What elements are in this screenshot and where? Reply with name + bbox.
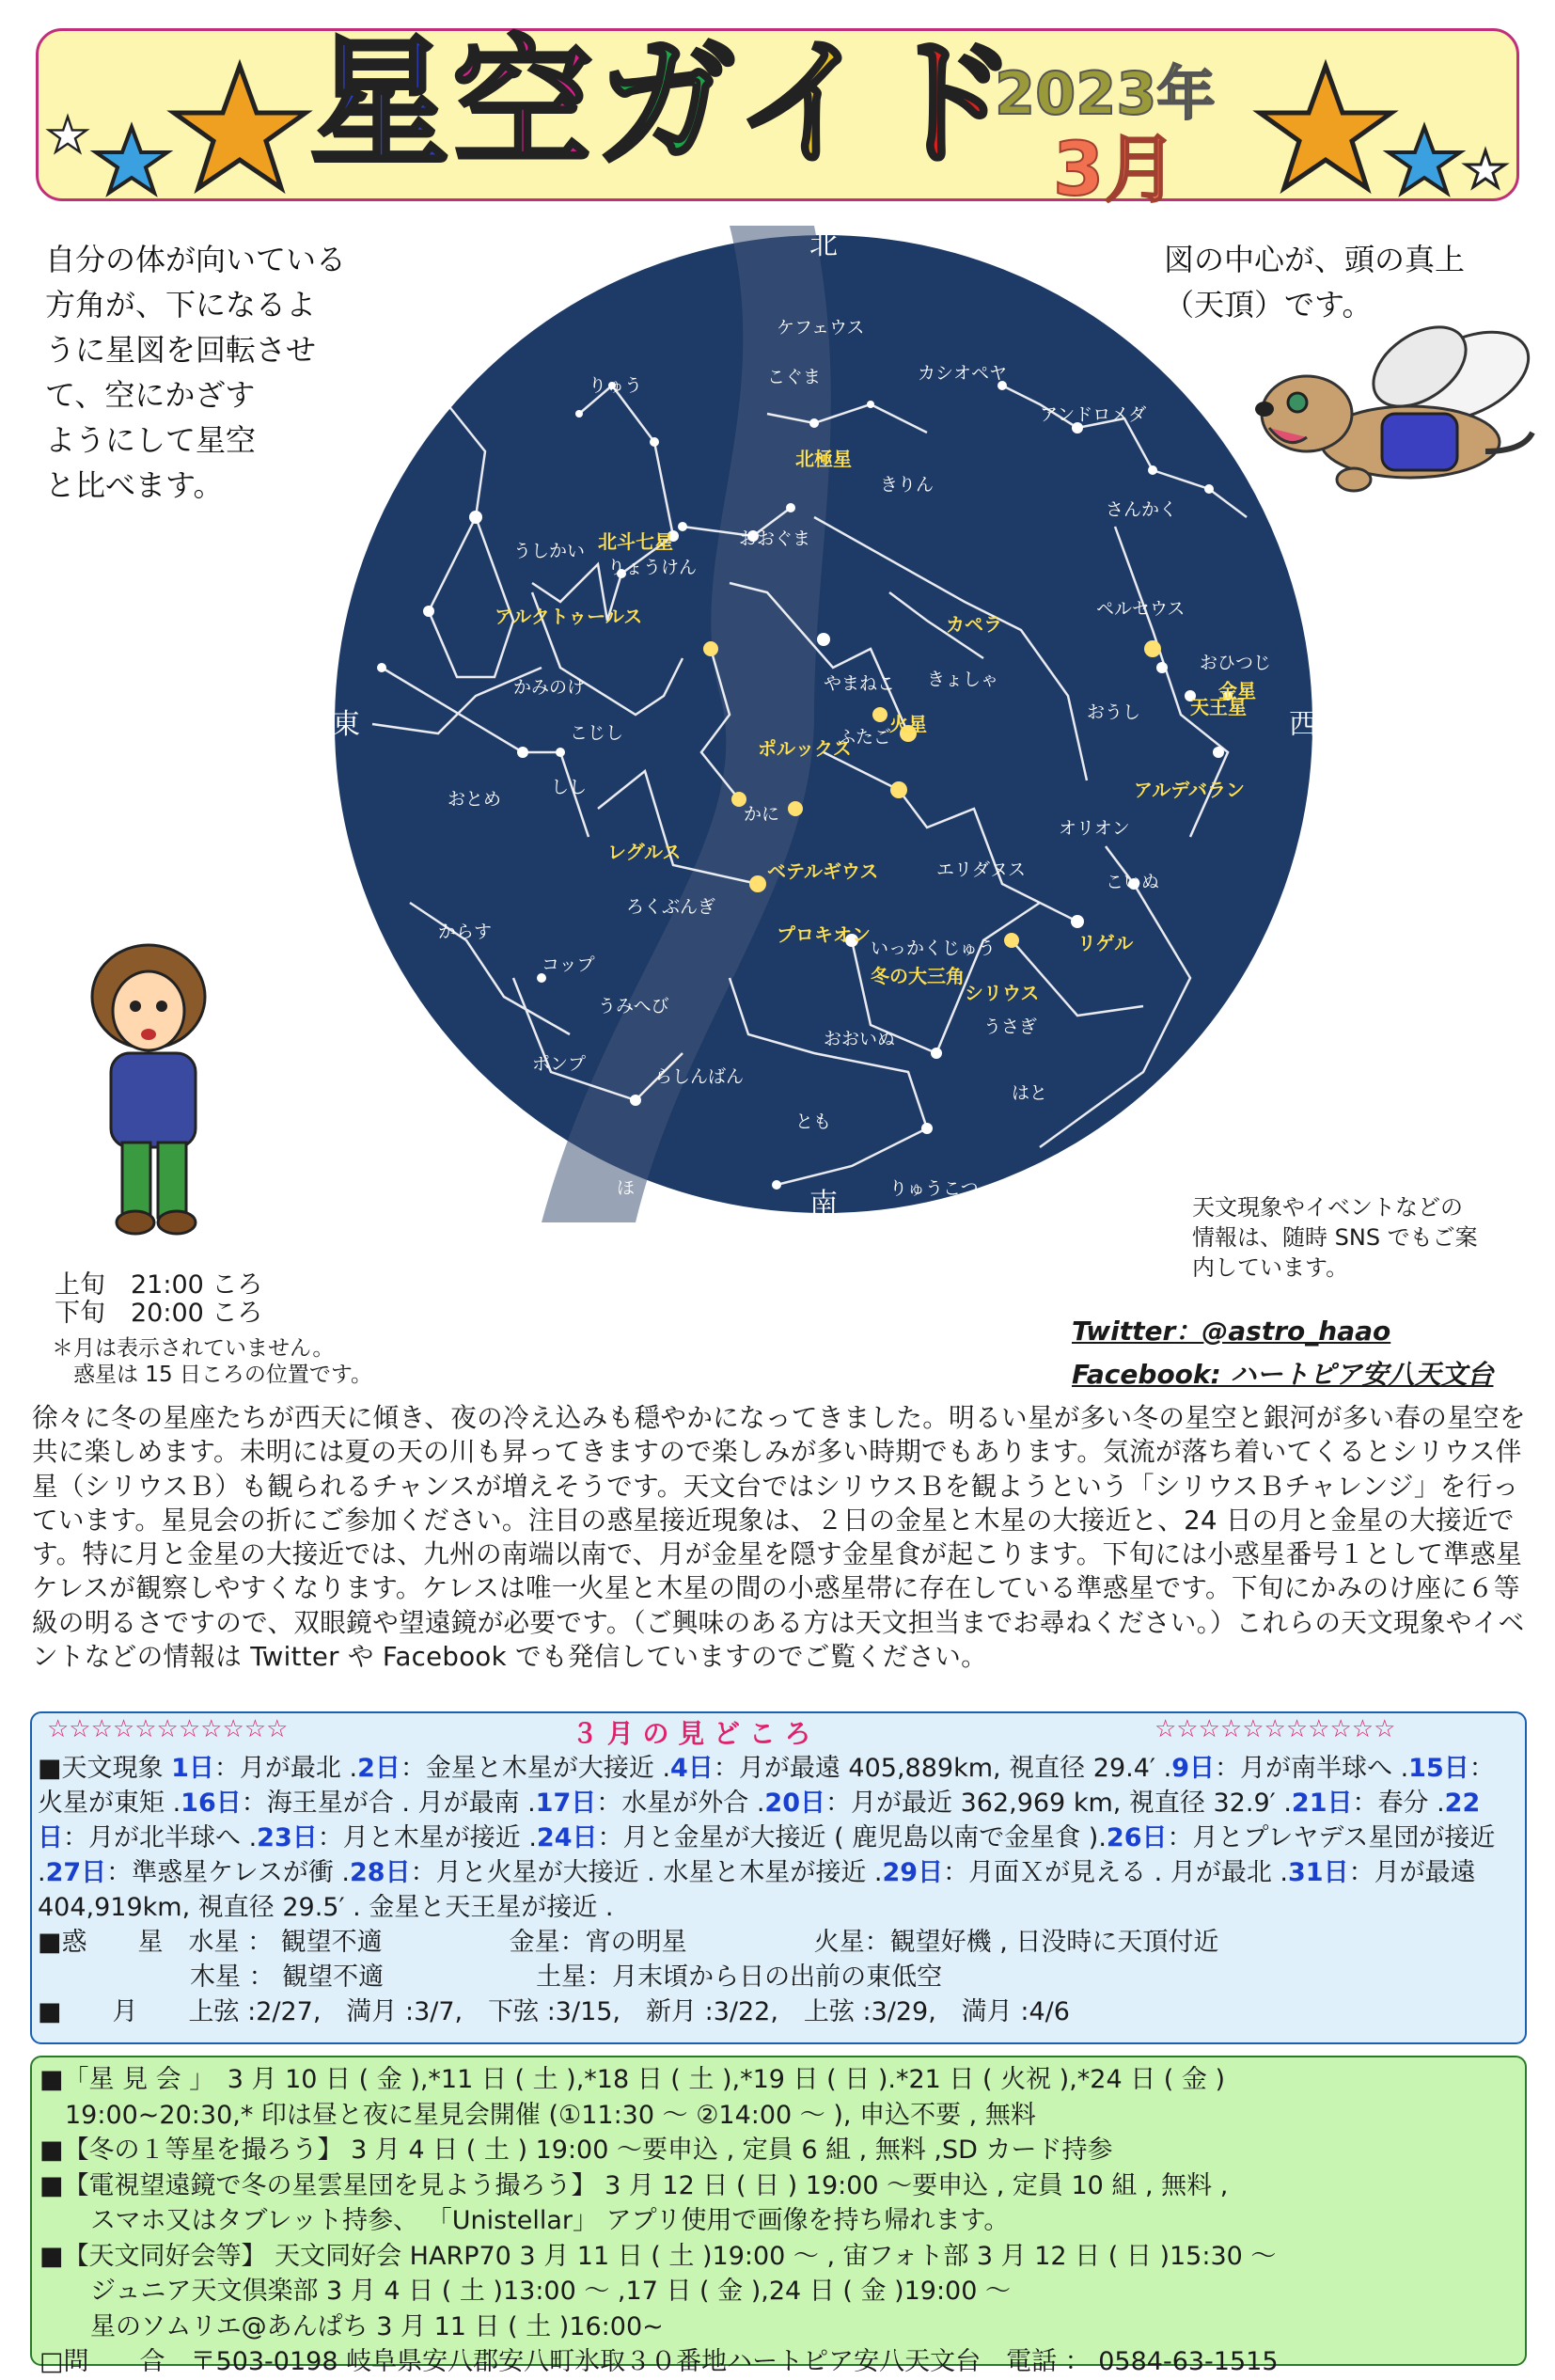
event-line: ジュニア天文倶楽部 3 月 4 日 ( 土 )13:00 〜 ,17 日 ( 金 ),24 日 ( 金 )19:00 〜 — [39, 2277, 1011, 2306]
star-dot — [809, 418, 819, 428]
star-dot — [1148, 465, 1157, 475]
constellation-label: ふたご — [838, 727, 892, 748]
event-date: 16日 — [181, 1789, 242, 1818]
moon-phases-line: ■ 月 上弦 :2/27, 満月 :3/7, 下弦 :3/15, 新月 :3/22, 上弦 :3/29, 満月 :4/6 — [38, 1997, 1070, 2026]
constellation-label: ペルセウス — [1096, 598, 1186, 620]
star-dot — [678, 522, 687, 531]
star-dot — [1004, 933, 1019, 948]
event-text: ：月が北半球へ . — [63, 1823, 258, 1852]
direction-east: 東 — [332, 708, 360, 741]
constellation-label: 天王星 — [1190, 696, 1247, 719]
constellation-label: ポルックス — [758, 737, 852, 761]
event-line: ■【冬の１等星を撮ろう】 3 月 4 日 ( 土 ) 19:00 〜要申込 , 定員 6 組 , 無料 ,SD カード持参 — [39, 2136, 1113, 2165]
contact-line: □問 合 〒503-0198 岐阜県安八郡安八町氷取３０番地ハートピア安八天文台 電話 ： 0584-63-1515 — [39, 2347, 1279, 2376]
constellation-label: はと — [1012, 1082, 1048, 1104]
event-text: ：月が最近 362,969 km, 視直径 32.9′ . — [825, 1789, 1292, 1818]
constellation-label: カシオペヤ — [918, 362, 1008, 384]
constellation-label: きりん — [880, 474, 935, 496]
astro-event-list — [38, 1754, 1495, 1922]
star-dot — [377, 663, 386, 672]
star-dot — [867, 401, 874, 408]
event-date: 24日 — [536, 1823, 598, 1852]
moon-line: 惑星は 15 日ころの位置です。 — [52, 1363, 373, 1387]
viewing-time-note — [55, 1271, 262, 1328]
constellation-label: りゅうこつ — [889, 1178, 979, 1199]
title-char: 空 — [453, 23, 596, 184]
constellation-label: 冬の大三角 — [871, 965, 965, 988]
year-label: 2023年 — [995, 59, 1216, 128]
constellation-label: うみへび — [598, 996, 669, 1017]
constellation-label: 金星 — [1218, 679, 1256, 702]
astro-label: ■天文現象 — [38, 1754, 164, 1783]
constellation-label: おとめ — [448, 789, 502, 810]
event-text: ：月と木星が接近 . — [317, 1823, 537, 1852]
constellation-label: りゅう — [589, 375, 643, 396]
constellation-label: いっかくじゅう — [871, 938, 997, 959]
constellation-label: りょうけん — [607, 557, 698, 578]
event-text: ：月が最遠 404,919km, 視直径 29.5′ . 金星と天王星が接近 . — [38, 1858, 1476, 1922]
star-dot — [786, 503, 795, 512]
star-dot — [575, 410, 583, 418]
zenith-line: （天頂）です。 — [1164, 287, 1373, 323]
month-label: 3月 — [1053, 128, 1178, 213]
constellation-label: おひつじ — [1200, 652, 1272, 673]
star-icon — [174, 66, 306, 188]
constellation-label: しし — [551, 776, 588, 797]
constellation-label: ケフェウス — [777, 317, 865, 339]
girl-illustration — [73, 940, 252, 1251]
sns-note — [1192, 1192, 1549, 1283]
constellation-label: コップ — [542, 954, 595, 975]
event-date: 1日 — [171, 1754, 214, 1783]
event-date: 20日 — [764, 1789, 825, 1818]
intro-paragraph: 徐々に冬の星座たちが西天に傾き、夜の冷え込みも穏やかになってきました。明るい星が多い冬の星空と銀河が多い春の星空を共に楽しめます。未明には夏の天の川も昇ってきますので楽しみが多い時期でもあります。気流が落ち着いてくるとシリウス伴星（シリウスＢ）も観られるチャンスが増えそうです。天文台ではシリウスＢを観ようという「シリウスＢチャレンジ」を行っています。星見会の折にご参加ください。注目の惑星接近現象は、２日の金星と木星の大接近と、24 日の月と金星の大接近です。特に月と金星の大接近では、九州の南端以南で、月が金星を隠す金星食が起こります。下旬には小惑星番号１として準惑星ケレスが観察しやすくなります。ケレスは唯一火星と木星の間の小惑星帯に存在している準惑星です。下旬にかみのけ座に６等級の明るさですので、双眼鏡や望遠鏡が必要です。（ご興味のある方は天文担当までお尋ねください。）これらの天文現象やイベントなどの情報は Twitter や Facebook でも発信していますのでご覧ください。 — [32, 1402, 1526, 1673]
constellation-label: おおぐま — [739, 528, 811, 549]
constellation-label: やまねこ — [824, 672, 896, 694]
star-dot — [921, 1123, 933, 1134]
constellation-label: こじし — [570, 722, 624, 744]
page-title — [310, 23, 1021, 184]
planets-line: ■惑 星 水星 ： 観望不適 金星：宵の明星 火星：観望好機 , 日没時に天頂付近 — [38, 1928, 1219, 1957]
constellation-label: おおいぬ — [824, 1029, 896, 1050]
constellation-label: リゲル — [1077, 932, 1134, 954]
star-dot — [517, 747, 528, 758]
heading-stars-right: ☆☆☆☆☆☆☆☆☆☆☆ — [1154, 1715, 1396, 1743]
constellation-label: とも — [795, 1111, 832, 1133]
event-text: ：月が最遠 405,889km, 視直径 29.4′ . — [713, 1754, 1172, 1783]
event-line: ■【電視望遠鏡で冬の星雲星団を見よう撮ろう】 3 月 12 日 ( 日 ) 19:00 〜要申込 , 定員 10 組 , 無料 , — [39, 2170, 1229, 2200]
event-text: ：金星と木星が大接近 . — [400, 1754, 671, 1783]
star-dot — [1144, 640, 1161, 657]
star-icon — [49, 117, 86, 152]
event-date: 28日 — [350, 1858, 411, 1887]
star-dot — [1071, 915, 1084, 928]
star-dot — [630, 1095, 641, 1106]
constellation-label: ろくぶんぎ — [626, 896, 716, 918]
star-dot — [872, 707, 887, 722]
direction-west: 西 — [1289, 708, 1317, 741]
constellation-label: ほ — [617, 1177, 636, 1199]
constellation-label: こいぬ — [1106, 872, 1160, 892]
event-line: スマホ又はタブレット持参、 「Unistellar」 アプリ使用で画像を持ち帰れます。 — [39, 2206, 1010, 2235]
event-text: ：火星が東矩 . — [38, 1754, 1495, 1818]
star-dot — [405, 437, 415, 447]
guide-line: うに星図を回転させ — [45, 332, 317, 368]
zenith-line: 図の中心が、頭の真上 — [1164, 242, 1466, 277]
event-date: 2日 — [357, 1754, 401, 1783]
star-chart — [325, 226, 1322, 1222]
constellation-label: かみのけ — [513, 677, 586, 699]
title-char: ド — [877, 23, 1021, 184]
guide-line: と比べます。 — [45, 467, 224, 503]
constellation-label: 北極星 — [795, 448, 852, 471]
event-text: ：月と金星が大接近 ( 鹿児島以南で金星食 ). — [597, 1823, 1107, 1852]
event-line: ■「星 見 会 」 3 月 10 日 ( 金 ),*11 日 ( 土 ),*18 日 ( 土 ),*19 日 ( 日 ).*21 日 ( 火祝 ),*24 日 ( 金 ) — [39, 2065, 1226, 2094]
star-dot — [650, 437, 659, 447]
event-line: 19:00~20:30,* 印は昼と夜に星見会開催 (①11:30 〜 ②14:00 〜 ), 申込不要 , 無料 — [39, 2100, 1036, 2130]
time-line: 下旬 20:00 ころ — [55, 1299, 263, 1328]
title-char: イ — [734, 23, 878, 184]
title-char: 星 — [310, 23, 453, 184]
event-date: 22日 — [38, 1789, 1481, 1852]
event-text: ：月面Ｘが見える . 月が最北 . — [943, 1858, 1288, 1887]
constellation-label: おうし — [1087, 701, 1141, 723]
twitter-link[interactable]: Twitter：@astro_haao — [1072, 1316, 1391, 1347]
star-dot — [469, 511, 482, 524]
star-dot — [890, 781, 907, 798]
event-date: 31日 — [1288, 1858, 1349, 1887]
constellation-label: アンドロメダ — [1040, 403, 1147, 425]
star-dot — [423, 606, 434, 617]
event-text: ：月と火星が大接近 . 水星と木星が接近 . — [410, 1858, 883, 1887]
constellation-label: きょしゃ — [927, 669, 999, 690]
event-text: ：月が南半球へ . — [1214, 1754, 1409, 1783]
planets-line: 木星 ： 観望不適 土星：月末頃から日の出前の東低空 — [38, 1962, 943, 1992]
constellation-label: 北斗七星 — [598, 530, 673, 554]
moon-note — [52, 1335, 372, 1388]
star-icon — [1389, 127, 1460, 193]
event-date: 9日 — [1171, 1754, 1215, 1783]
guide-instructions — [45, 237, 365, 508]
time-line: 上旬 21:00 ころ — [55, 1270, 263, 1300]
constellation-label: こぐま — [767, 367, 822, 388]
constellation-label: ポンプ — [532, 1053, 587, 1075]
constellation-label: エリダヌス — [936, 859, 1027, 880]
event-date: 4日 — [670, 1754, 714, 1783]
star-dot — [1213, 747, 1224, 758]
constellation-label: アルクトゥールス — [495, 605, 643, 628]
guide-line: ようにして星空 — [45, 422, 257, 458]
star-icon — [96, 127, 167, 193]
sns-line: 内しています。 — [1192, 1254, 1349, 1281]
event-date: 26日 — [1106, 1823, 1168, 1852]
star-dot — [772, 1180, 781, 1190]
event-date: 29日 — [882, 1858, 944, 1887]
constellation-label: からす — [438, 921, 493, 942]
constellation-label: アルデバラン — [1134, 779, 1245, 802]
sns-line: 情報は、随時 SNS でもご案 — [1192, 1224, 1478, 1251]
constellation-label: プロキオン — [777, 923, 871, 947]
constellation-label: ベテルギウス — [767, 859, 879, 883]
star-dot — [1204, 484, 1214, 494]
event-text: ：春分 . — [1352, 1789, 1445, 1818]
star-dot — [1156, 662, 1168, 673]
guide-line: 自分の体が向いている — [45, 242, 347, 277]
event-date: 23日 — [257, 1823, 318, 1852]
facebook-link[interactable]: Facebook: ハートピア安八天文台 — [1072, 1359, 1494, 1390]
constellation-label: かに — [744, 803, 780, 825]
title-char: ガ — [596, 23, 735, 184]
star-dot — [749, 875, 766, 892]
constellation-label: らしんばん — [654, 1065, 745, 1087]
guide-line: て、空にかざす — [45, 377, 256, 413]
event-date: 21日 — [1291, 1789, 1353, 1818]
direction-north: 北 — [809, 229, 838, 261]
event-text: ：水星が外合 . — [596, 1789, 765, 1818]
star-dot — [703, 641, 718, 656]
event-text: ：月が最北 . — [213, 1754, 358, 1783]
event-date: 27日 — [45, 1858, 107, 1887]
moon-line: ＊月は表示されていません。 — [52, 1336, 335, 1361]
highlights-heading: ３ 月 の 見 ど こ ろ — [572, 1718, 811, 1749]
direction-south: 南 — [809, 1188, 838, 1221]
star-dot — [931, 1048, 942, 1059]
constellation-label: レグルス — [607, 841, 682, 864]
constellation-label: さんかく — [1106, 499, 1178, 520]
constellation-label: カペラ — [946, 613, 1002, 637]
star-dot — [556, 748, 565, 757]
event-line: ■【天文同好会等】 天文同好会 HARP70 3 月 11 日 ( 土 )19:00 〜 , 宙フォト部 3 月 12 日 ( 日 )15:30 〜 — [39, 2241, 1277, 2271]
constellation-label: 火星 — [889, 712, 927, 735]
highlights-body — [38, 1751, 1514, 2029]
event-date: 17日 — [535, 1789, 597, 1818]
star-icon — [1466, 150, 1505, 187]
astro-events — [38, 1751, 1514, 1925]
star-dot — [788, 801, 803, 816]
star-icon — [1260, 66, 1391, 188]
guide-line: 方角が、下になるよ — [45, 287, 317, 323]
event-date: 15日 — [1408, 1754, 1469, 1783]
event-text: ：海王星が合 . 月が最南 . — [241, 1789, 536, 1818]
event-text: ：月とプレヤデス星団が接近 . — [38, 1823, 1496, 1887]
star-dot — [817, 633, 830, 646]
constellation-label: オリオン — [1059, 817, 1130, 839]
events-body — [39, 2062, 1516, 2380]
event-line: 星のソムリエ@あんぱち 3 月 11 日 ( 土 )16:00~ — [39, 2311, 664, 2341]
sns-line: 天文現象やイベントなどの — [1192, 1194, 1463, 1221]
constellation-label: うしかい — [513, 541, 586, 561]
heading-stars-left: ☆☆☆☆☆☆☆☆☆☆☆ — [47, 1715, 289, 1743]
constellation-label: うさぎ — [983, 1017, 1038, 1037]
constellation-label: シリウス — [965, 981, 1040, 1004]
event-text: ：準惑星ケレスが衝 . — [106, 1858, 350, 1887]
